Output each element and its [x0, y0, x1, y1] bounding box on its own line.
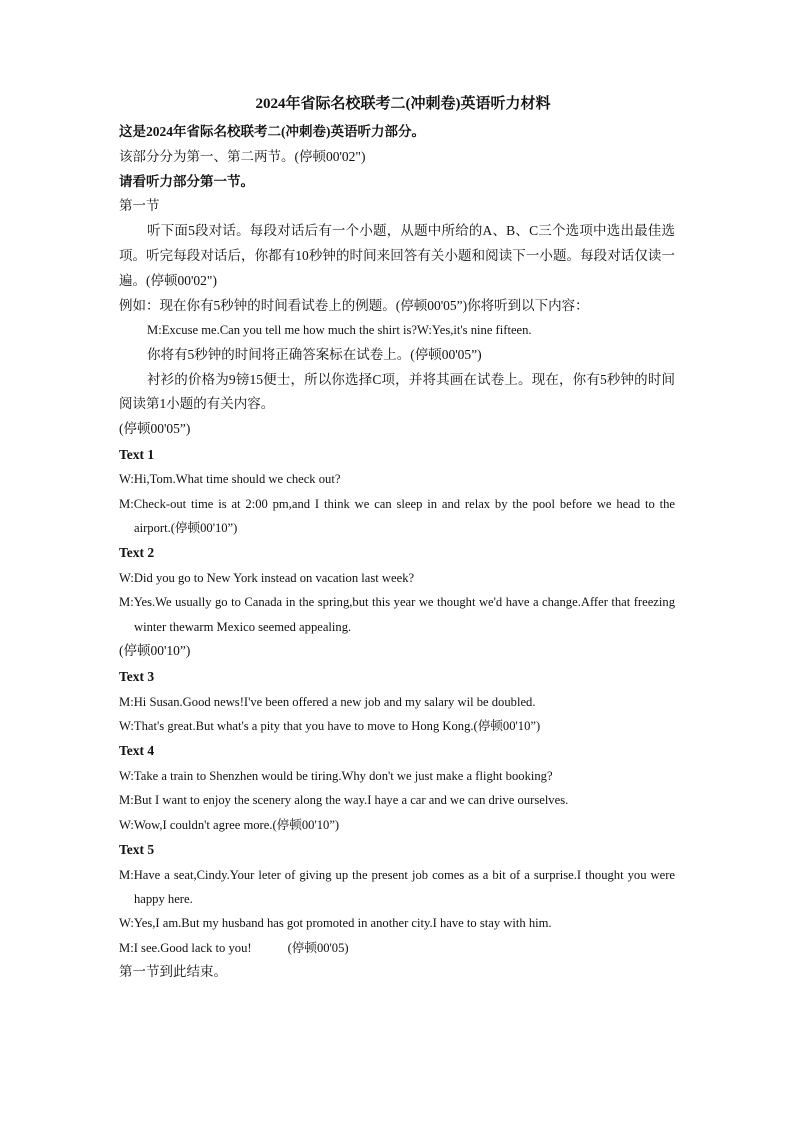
- text-heading: Text 1: [119, 446, 155, 462]
- final-pause: (停顿00'05): [287, 940, 349, 955]
- sections-note: 该部分分为第一、第二两节。(停顿00'02"): [119, 148, 366, 164]
- dialog-line: W:Yes,I am.But my husband has got promoted in another city.I have to stay with him.: [119, 916, 552, 931]
- dialog-line: M:Check-out time is at 2:00 pm,and I think we can sleep in and relax by the pool before we head to the airport.(停顿00'10”): [119, 496, 675, 536]
- section1-end: 第一节到此结束。: [119, 964, 227, 980]
- dialog-line: M:But I want to enjoy the scenery along the way.I haye a car and we can drive ourselves.: [119, 793, 569, 808]
- intro-line: 这是2024年省际名校联考二(冲刺卷)英语听力部分。: [119, 124, 425, 139]
- text-heading: Text 5: [119, 842, 155, 858]
- text-heading: Text 4: [119, 743, 155, 759]
- example-dialog: M:Excuse me.Can you tell me how much the shirt is?W:Yes,it's nine fifteen.: [147, 323, 532, 338]
- text-heading: Text 2: [119, 545, 155, 561]
- document-title: 2024年省际名校联考二(冲刺卷)英语听力材料: [255, 96, 551, 112]
- dialog-line: M:Hi Susan.Good news!I've been offered a new job and my salary wil be doubled.: [119, 694, 536, 709]
- dialog-line: W:Wow,I couldn't agree more.(停顿00'10”): [119, 817, 340, 832]
- pause-note: (停顿00'05”): [119, 420, 191, 436]
- dialog-line: W:Hi,Tom.What time should we check out?: [119, 472, 341, 487]
- dialog-line: M:Yes.We usually go to Canada in the spring,but this year we thought we'd have a change.Affer that freezing winter thewarm Mexico seemed appealing.: [119, 595, 675, 634]
- dialog-line: W:Take a train to Shenzhen would be tiring.Why don't we just make a flight booking?: [119, 768, 553, 783]
- final-speech: M:I see.Good lack to you!: [119, 940, 252, 955]
- dialog-line: M:Have a seat,Cindy.Your leter of giving up the present job comes as a bit of a surprise.I thought you were happy here.: [119, 867, 675, 906]
- example-answer-paragraph: 衬衫的价格为9镑15便士，所以你选择C项，并将其画在试卷上。现在，你有5秒钟的时间阅读第1小题的有关内容。: [119, 371, 675, 412]
- pause-note: (停顿00'10”): [119, 643, 191, 659]
- example-intro: 例如：现在你有5秒钟的时间看试卷上的例题。(停顿00'05”)你将听到以下内容：: [119, 297, 589, 313]
- section1-heading: 第一节: [119, 198, 160, 214]
- dialog-line: W:That's great.But what's a pity that you have to move to Hong Kong.(停顿00'10”): [119, 718, 541, 733]
- instructions-paragraph: 听下面5段对话。每段对话后有一个小题，从题中所给的A、B、C三个选项中选出最佳选项。听完每段对话后，你都有10秒钟的时间来回答有关小题和阅读下一小题。每段对话仅读一遍。(停顿00'02"): [119, 223, 675, 288]
- text-heading: Text 3: [119, 669, 155, 684]
- document-body: [119, 92, 675, 985]
- please-see-line: 请看听力部分第一节。: [119, 173, 254, 189]
- dialog-line-final: [119, 936, 675, 960]
- dialog-line: W:Did you go to New York instead on vacation last week?: [119, 570, 415, 585]
- example-mark-instruction: 你将有5秒钟的时间将正确答案标在试卷上。(停顿00'05”): [147, 347, 482, 363]
